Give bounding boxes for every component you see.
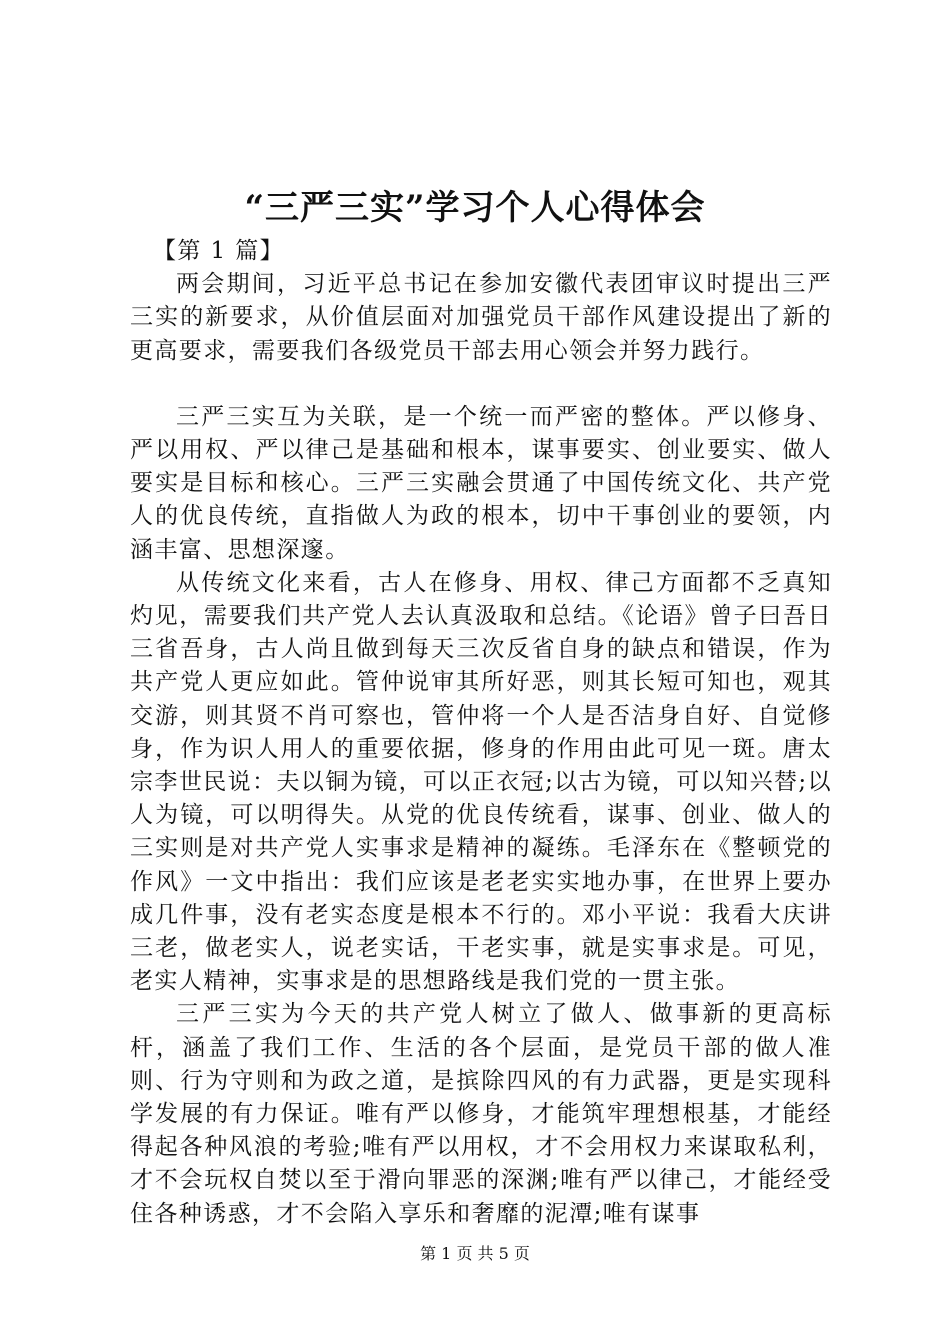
- paragraph: 两会期间，习近平总书记在参加安徽代表团审议时提出三严三实的新要求，从价值层面对加强党员干部作风建设提出了新的更高要求，需要我们各级党员干部去用心领会并努力践行。: [130, 271, 832, 364]
- page-footer: 第 1 页 共 5 页: [420, 1244, 530, 1263]
- paragraph: 从传统文化来看，古人在修身、用权、律己方面都不乏真知灼见，需要我们共产党人去认真汲取和总结。《论语》曾子曰吾日三省吾身，古人尚且做到每天三次反省自身的缺点和错误，作为共产党人更应如此。管仲说审其所好恶，则其长短可知也，观其交游，则其贤不肖可察也，管仲将一个人是否洁身自好、自觉修身，作为识人用人的重要依据，修身的作用由此可见一斑。唐太宗李世民说：夫以铜为镜，可以正衣冠;以古为镜，可以知兴替;以人为镜，可以明得失。从党的优良传统看，谋事、创业、做人的三实则是对共产党人实事求是精神的凝练。毛泽东在《整顿党的作风》一文中指出：我们应该是老老实实地办事，在世界上要办成几件事，没有老实态度是根本不行的。邓小平说：我看大庆讲三老，做老实人，说老实话，干老实事，就是实事求是。可见，老实人精神，实事求是的思想路线是我们党的一贯主张。: [130, 569, 832, 995]
- paragraph: 三严三实为今天的共产党人树立了做人、做事新的更高标杆，涵盖了我们工作、生活的各个层面，是党员干部的做人准则、行为守则和为政之道，是摈除四风的有力武器，更是实现科学发展的有力保证。唯有严以修身，才能筑牢理想根基，才能经得起各种风浪的考验;唯有严以用权，才不会用权力来谋取私利，才不会玩权自焚以至于滑向罪恶的深渊;唯有严以律己，才能经受住各种诱惑，才不会陷入享乐和奢靡的泥潭;唯有谋事: [130, 1001, 832, 1227]
- document-title: “三严三实”学习个人心得体会: [244, 188, 706, 228]
- paragraph: 三严三实互为关联，是一个统一而严密的整体。严以修身、严以用权、严以律己是基础和根本，谋事要实、创业要实、做人要实是目标和核心。三严三实融会贯通了中国传统文化、共产党人的优良传统，直指做人为政的根本，切中干事创业的要领，内涵丰富、思想深邃。: [130, 403, 832, 563]
- section-heading: 【第 1 篇】: [153, 238, 285, 264]
- document-body: [130, 235, 832, 1231]
